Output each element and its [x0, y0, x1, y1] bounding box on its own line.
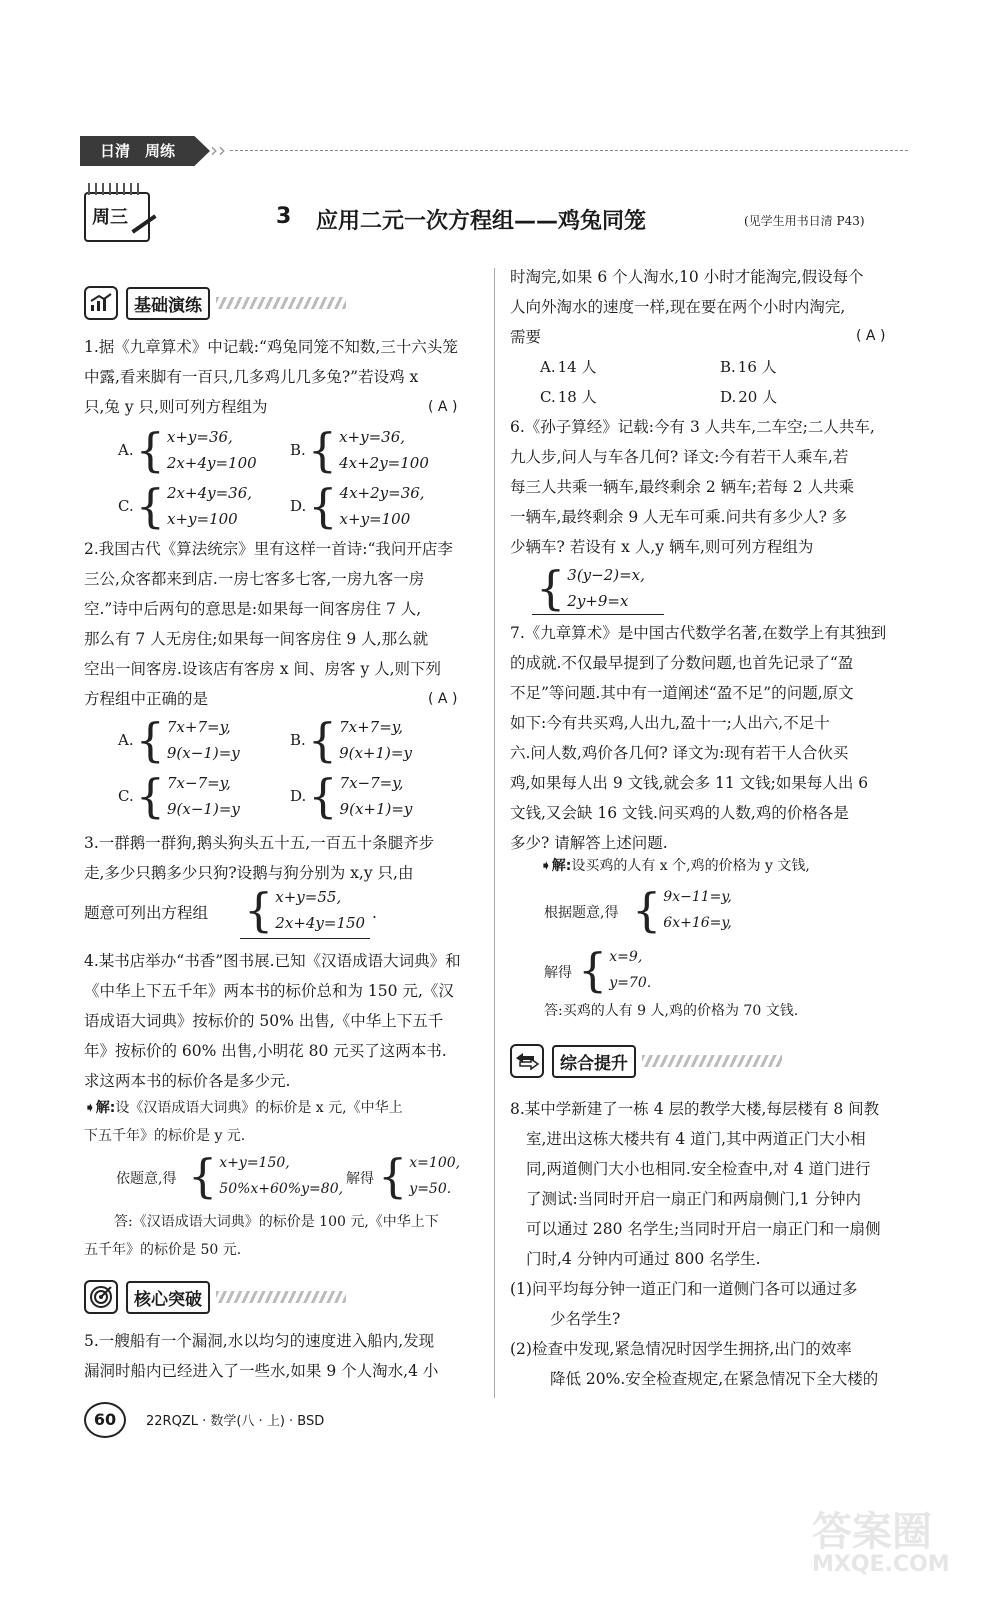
q2-option-c: C. { 7x−7=y, 9(x−1)=y: [118, 769, 240, 823]
q5-answer: ( A ): [856, 328, 886, 344]
q2-option-a: A. { 7x+7=y, 9(x−1)=y: [118, 713, 240, 767]
q4-text: 4.某书店举办“书香”图书展.已知《汉语成语大词典》和 《中华上下五千年》两本书的标价总和为 150 元,《汉 语成语大词典》按标价的 50% 出售,《中华上下五千 年》按标价的 60% 出售,小明花 80 元买了这两本书. 求这两本书的标价各是多少元.: [84, 952, 461, 1090]
q3-underline: [240, 938, 370, 939]
q7-by-prefix: 根据题意,得: [544, 905, 619, 921]
section-stripe: [642, 1055, 782, 1067]
q3-system: { x+y=55, 2x+4y=150: [244, 883, 366, 937]
q4-solution: ➧解:设《汉语成语大词典》的标价是 x 元,《中华上 下五千年》的标价是 y 元.: [84, 1100, 403, 1144]
q2-option-b: B. { 7x+7=y, 9(x+1)=y: [290, 713, 412, 767]
section-basic: [84, 286, 346, 320]
q7-text: 7.《九章算术》是中国古代数学名著,在数学上有其独到 的成就.不仅最早提到了分数问题,也首先记录了“盈 不足”等问题.其中有一道阐述“盈不足”的问题,原文 如下:今有共买鸡,人出九,盈十一;人出六,不足十 六.问人数,鸡价各几何? 译文为:现有若干人合伙买 鸡,如果每人出 9 文钱,就会多 11 文钱;如果每人出 6 文钱,又会缺 16 文钱.问买鸡的人数,鸡的价格各是 多少? 请解答上述问题.: [510, 624, 887, 852]
q4-system: { x+y=150, 50%x+60%y=80,: [188, 1149, 344, 1203]
column-divider: [494, 268, 495, 1398]
q7-solution: ➧解:设买鸡的人有 x 个,鸡的价格为 y 文钱,: [540, 858, 810, 874]
section-basic-title: 基础演练: [126, 287, 210, 320]
chart-icon: [84, 286, 118, 320]
q5-text-left: 5.一艘船有一个漏洞,水以均匀的速度进入船内,发现 漏洞时船内已经进入了一些水,如果 9 个人淘水,4 小: [84, 1332, 439, 1380]
q1-option-a: A. { x+y=36, 2x+4y=100: [118, 423, 257, 477]
section-stripe: [216, 297, 346, 309]
q5-text-right: 时淘完,如果 6 个人淘水,10 小时才能淘完,假设每个 人向外淘水的速度一样,现在要在两个小时内淘完, 需要: [510, 268, 864, 346]
q3-prefix: 题意可列出方程组: [84, 904, 209, 922]
q5-option-c: C. 18 人: [540, 387, 597, 406]
q4-answer-text: 答:《汉语成语大词典》的标价是 100 元,《中华上下 五千年》的标价是 50 元.: [84, 1214, 439, 1258]
q1-text: 1.据《九章算术》中记载:“鸡兔同笼不知数,三十六头笼 中露,看来脚有一百只,几多鸡儿几多兔?”若设鸡 x 只,兔 y 只,则可列方程组为: [84, 338, 458, 416]
solution-arrow-icon: ➧: [540, 858, 552, 874]
q7-result: { x=9, y=70.: [578, 943, 652, 997]
lesson-title: 应用二元一次方程组——鸡兔同笼: [316, 209, 647, 234]
watermark-logo: 答案圈: [812, 1509, 932, 1555]
day-label: 周三: [92, 207, 128, 228]
q1-option-d: D. { 4x+2y=36, x+y=100: [290, 479, 425, 533]
day-badge-rings: [88, 183, 144, 195]
arrows-icon: [510, 1044, 544, 1078]
q5-option-d: D. 20 人: [720, 387, 778, 406]
q6-underline: [532, 614, 664, 615]
q5-option-a: A. 14 人: [540, 357, 597, 376]
q4-result: { x=100, y=50.: [378, 1149, 461, 1203]
lesson-ref: (见学生用书日清 P43): [744, 214, 865, 228]
q4-solve-prefix: 解得: [346, 1171, 374, 1187]
q2-option-d: D. { 7x−7=y, 9(x+1)=y: [290, 769, 413, 823]
section-core-title: 核心突破: [126, 1281, 210, 1314]
section-core: [84, 1280, 346, 1314]
header-rule: [230, 150, 908, 151]
q8-text: 8.某中学新建了一栋 4 层的教学大楼,每层楼有 8 间教 室,进出这栋大楼共有 4 道门,其中两道正门大小相 同,两道侧门大小也相同.安全检查中,对 4 道门进行 了测试:当同时开启一扇正门和两扇侧门,1 分钟内 可以通过 280 名学生;当同时开启一扇正门和一扇侧 门时,4 分钟内可通过 800 名学生. (1)问平均每分钟一道正门和一道侧门各可以通过多 少名学生? (2)检查中发现,紧急情况时因学生拥挤,出门的效率 降低 20%.安全检查规定,在紧急情况下全大楼的: [510, 1100, 881, 1388]
q6-system: { 3(y−2)=x, 2y+9=x: [536, 561, 645, 615]
page-number: 60: [84, 1402, 126, 1438]
q2-text: 2.我国古代《算法统宗》里有这样一首诗:“我问开店李 三公,众客都来到店.一房七客多七客,一房九客一房 空.”诗中后两句的意思是:如果每一间客房住 7 人, 那么有 7 人无房住;如果每一间客房住 9 人,那么就 空出一间客房.设该店有客房 x 间、房客 y 人,则下列 方程组中正确的是: [84, 540, 453, 708]
header-tab-label: 日清 周练: [100, 142, 176, 160]
target-icon: [84, 1280, 118, 1314]
section-integrated: [510, 1044, 782, 1078]
watermark-url: MXQE.COM: [812, 1552, 950, 1577]
section-integrated-title: 综合提升: [552, 1045, 636, 1078]
q3-suffix: .: [372, 904, 377, 922]
header-chevrons: ››: [210, 138, 226, 162]
q1-option-b: B. { x+y=36, 4x+2y=100: [290, 423, 429, 477]
q5-option-b: B. 16 人: [720, 357, 777, 376]
q1-option-c: C. { 2x+4y=36, x+y=100: [118, 479, 253, 533]
q7-solve-prefix: 解得: [544, 965, 572, 981]
q3-text: 3.一群鹅一群狗,鹅头狗头五十五,一百五十条腿齐步 走,多少只鹅多少只狗?设鹅与狗分别为 x,y 只,由: [84, 834, 435, 882]
q7-answer-text: 答:买鸡的人有 9 人,鸡的价格为 70 文钱.: [544, 1003, 799, 1019]
q6-text: 6.《孙子算经》记载:今有 3 人共车,二车空;二人共车, 九人步,问人与车各几何? 译文:今有若干人乘车,若 每三人共乘一辆车,最终剩余 2 辆车;若每 2 人共乘 一辆车,最终剩余 9 人无车可乘.问共有多少人? 多 少辆车? 若设有 x 人,y 辆车,则可列方程组为: [510, 418, 875, 556]
book-code: 22RQZL · 数学(八 · 上) · BSD: [146, 1414, 325, 1429]
section-stripe: [216, 1291, 346, 1303]
solution-arrow-icon: ➧: [84, 1100, 96, 1116]
q2-answer: ( A ): [428, 691, 458, 707]
q1-answer: ( A ): [428, 399, 458, 415]
q4-by-prefix: 依题意,得: [116, 1171, 177, 1187]
lesson-number: 3: [276, 204, 292, 229]
q7-system: { 9x−11=y, 6x+16=y,: [632, 883, 732, 937]
